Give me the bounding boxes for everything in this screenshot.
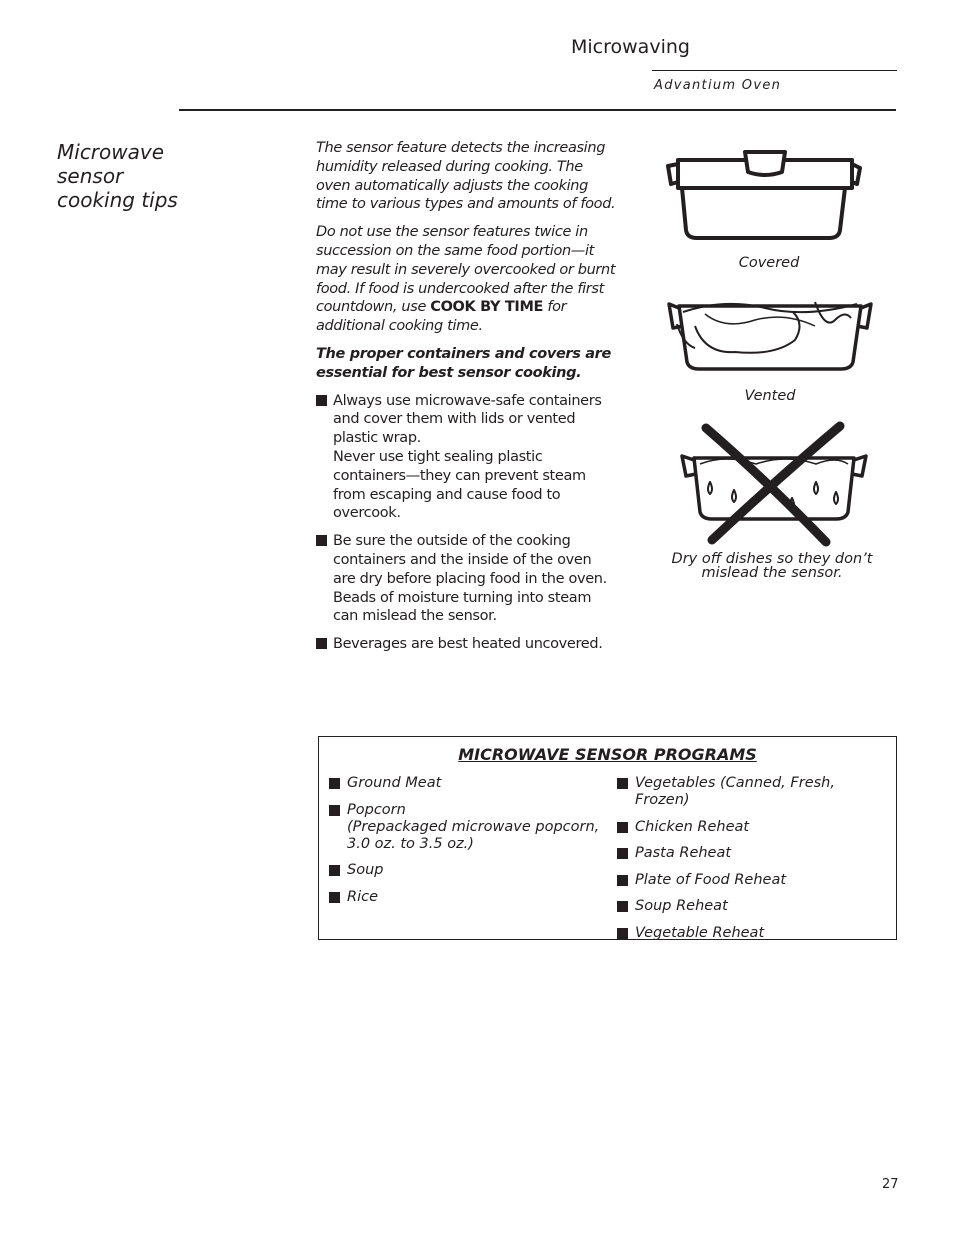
program-label: Ground Meat bbox=[347, 775, 442, 791]
tip-bullet bbox=[316, 635, 616, 654]
sensor-programs-title: MICROWAVE SENSOR PROGRAMS bbox=[458, 745, 757, 764]
bullet-square-icon bbox=[329, 865, 340, 876]
tip-text: Always use microwave-safe containers and cover them with lids or vented plastic wrap. bbox=[333, 392, 602, 447]
warning-text-end: for additional cooking time. bbox=[316, 299, 567, 335]
sensor-programs-box bbox=[318, 736, 897, 940]
header-rule-short bbox=[652, 70, 897, 71]
bullet-square-icon bbox=[329, 778, 340, 789]
program-item bbox=[329, 862, 609, 879]
program-item bbox=[329, 775, 609, 792]
dry-dishes-caption bbox=[662, 552, 882, 580]
bullet-square-icon bbox=[617, 778, 628, 789]
program-item bbox=[617, 898, 892, 915]
body-text bbox=[316, 139, 616, 663]
bullet-square-icon bbox=[316, 638, 327, 649]
tip-bullet bbox=[316, 392, 616, 524]
page-number: 27 bbox=[882, 1177, 899, 1192]
program-label: Popcorn bbox=[347, 801, 406, 818]
dry-caption-line: Dry off dishes so they don’t bbox=[671, 551, 873, 567]
cook-by-time-label: COOK BY TIME bbox=[430, 299, 544, 316]
tip-text: Be sure the outside of the cooking containers and the inside of the oven are dry before placing food in the oven. Beads of moisture turning into steam can mislead the sensor. bbox=[333, 533, 607, 625]
program-label: Pasta Reheat bbox=[635, 845, 732, 861]
program-label: Rice bbox=[347, 888, 378, 905]
bullet-square-icon bbox=[617, 928, 628, 939]
warning-paragraph bbox=[316, 223, 616, 336]
tip-text: Never use tight sealing plastic containers—they can prevent steam from escaping and cause food to overcook. bbox=[333, 448, 586, 522]
side-heading-line: Microwave bbox=[57, 140, 165, 164]
program-label: Vegetables (Canned, Fresh, Frozen) bbox=[635, 775, 835, 808]
vented-caption: Vented bbox=[744, 388, 796, 404]
warning-text: Do not use the sensor features twice in succession on the same food portion—it may result in severely overcooked or burnt food. If food is undercooked after the first countdown, use bbox=[316, 224, 616, 316]
containers-note: The proper containers and covers are essential for best sensor cooking. bbox=[316, 345, 611, 381]
program-item bbox=[617, 845, 892, 862]
intro-paragraph: The sensor feature detects the increasing humidity released during cooking. The oven automatically adjusts the cooking time to various types and amounts of food. bbox=[316, 140, 616, 213]
program-label: Soup Reheat bbox=[635, 898, 728, 914]
program-item bbox=[617, 925, 892, 942]
covered-caption: Covered bbox=[738, 255, 800, 271]
wet-dish-crossed-out-illustration bbox=[676, 420, 872, 548]
program-item bbox=[329, 802, 609, 853]
program-label: Chicken Reheat bbox=[635, 818, 750, 835]
bullet-square-icon bbox=[316, 395, 327, 406]
covered-dish-illustration bbox=[665, 146, 865, 246]
bullet-square-icon bbox=[617, 901, 628, 912]
tip-text: Beverages are best heated uncovered. bbox=[333, 636, 603, 653]
program-label: Vegetable Reheat bbox=[635, 924, 765, 941]
bullet-square-icon bbox=[329, 892, 340, 903]
bullet-square-icon bbox=[617, 875, 628, 886]
bullet-square-icon bbox=[617, 822, 628, 833]
dry-caption-line: mislead the sensor. bbox=[701, 565, 843, 581]
side-heading-line: cooking tips bbox=[57, 188, 178, 212]
programs-right-column bbox=[617, 775, 892, 951]
programs-left-column bbox=[329, 775, 609, 915]
bullet-square-icon bbox=[617, 848, 628, 859]
side-heading bbox=[57, 140, 257, 212]
bullet-square-icon bbox=[316, 535, 327, 546]
header-rule-long bbox=[179, 109, 896, 111]
program-item bbox=[617, 819, 892, 836]
program-label: Plate of Food Reheat bbox=[635, 871, 787, 888]
program-item bbox=[329, 889, 609, 906]
bullet-square-icon bbox=[329, 805, 340, 816]
tip-bullet bbox=[316, 532, 616, 626]
vented-dish-illustration bbox=[665, 290, 875, 374]
program-item bbox=[617, 775, 892, 809]
section-title: Microwaving bbox=[571, 36, 690, 58]
program-detail: (Prepackaged microwave popcorn, 3.0 oz. to 3.5 oz.) bbox=[347, 818, 600, 852]
program-label: Soup bbox=[347, 862, 384, 878]
program-item bbox=[617, 872, 892, 889]
section-subtitle: Advantium Oven bbox=[654, 78, 782, 93]
side-heading-line: sensor bbox=[57, 164, 124, 188]
